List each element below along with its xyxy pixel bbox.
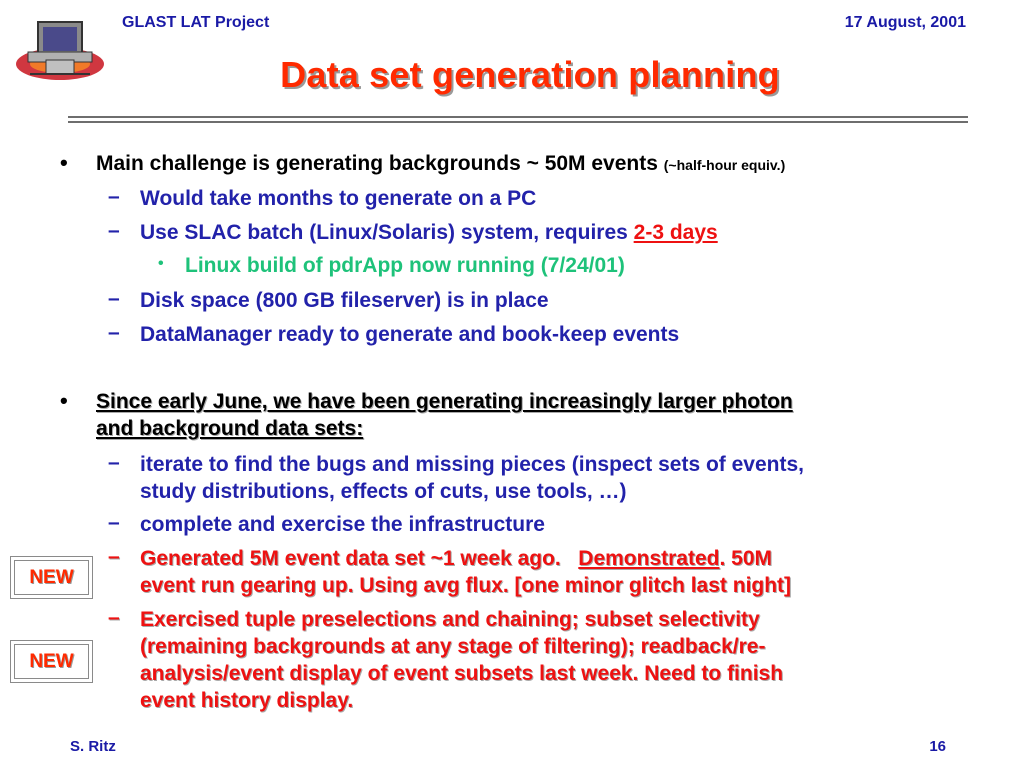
sub-bullet-2-4-line-1: Exercised tuple preselections and chaining; subset selectivity (140, 608, 760, 631)
sub-bullet-1-2-highlight: 2-3 days (633, 221, 718, 244)
bullet-1-text: Main challenge is generating backgrounds ~ 50M events (96, 152, 658, 175)
bullet-1-note: (~half-hour equiv.) (663, 157, 786, 173)
sub-bullet-1-2-text: Use SLAC batch (Linux/Solaris) system, requires (140, 221, 628, 244)
dash-marker: – (108, 219, 120, 242)
title-divider-bottom (68, 121, 968, 123)
sub-bullet-2-4-line-2: (remaining backgrounds at any stage of filtering); readback/re- (140, 635, 766, 658)
sub-bullet-1-2 (140, 219, 718, 246)
sub-bullet-2-3-line-1 (140, 545, 772, 572)
sub-bullet-2-3-text: Generated 5M event data set ~1 week ago. (140, 547, 561, 570)
dash-marker: – (108, 511, 120, 534)
sub-bullet-2-2: complete and exercise the infrastructure (140, 513, 545, 536)
bullet-marker-level3: • (158, 255, 164, 272)
dash-marker: – (108, 451, 120, 474)
header-project: GLAST LAT Project (122, 14, 270, 31)
sub-bullet-2-1-line-2: study distributions, effects of cuts, use tools, …) (140, 480, 627, 503)
dash-marker: – (108, 287, 120, 310)
sub-bullet-2-3-tail: . 50M (719, 547, 773, 570)
sub-bullet-1-4: DataManager ready to generate and book-keep events (140, 323, 680, 346)
new-badge (10, 556, 93, 599)
new-badge-label: NEW (14, 560, 89, 595)
dash-marker: – (108, 185, 120, 208)
sub-bullet-1-1: Would take months to generate on a PC (140, 187, 537, 210)
sub-bullet-2-4-line-3: analysis/event display of event subsets last week. Need to finish (140, 662, 784, 685)
bullet-marker: • (60, 388, 68, 413)
sub-sub-bullet-1-2-1: Linux build of pdrApp now running (7/24/01) (185, 254, 625, 277)
sub-bullet-2-4-line-4: event history display. (140, 689, 354, 712)
bullet-2-line-2: and background data sets: (96, 417, 364, 440)
new-badge (10, 640, 93, 683)
dash-marker: – (108, 545, 120, 568)
sub-bullet-2-1-line-1: iterate to find the bugs and missing pieces (inspect sets of events, (140, 453, 804, 476)
bullet-1 (96, 150, 785, 179)
new-badge-label: NEW (14, 644, 89, 679)
page-title: Data set generation planning (280, 54, 780, 95)
sub-bullet-2-3-underlined: Demonstrated (578, 547, 720, 570)
sub-bullet-1-3: Disk space (800 GB fileserver) is in place (140, 289, 549, 312)
page-number: 16 (929, 738, 946, 755)
sub-bullet-2-3-line-2: event run gearing up. Using avg flux. [one minor glitch last night] (140, 574, 792, 597)
bullet-marker: • (60, 150, 68, 175)
footer-author: S. Ritz (70, 738, 116, 755)
dash-marker: – (108, 606, 120, 629)
dash-marker: – (108, 321, 120, 344)
title-divider-top (68, 116, 968, 118)
bullet-2-line-1: Since early June, we have been generating increasingly larger photon (96, 390, 793, 413)
header-date: 17 August, 2001 (844, 14, 966, 31)
